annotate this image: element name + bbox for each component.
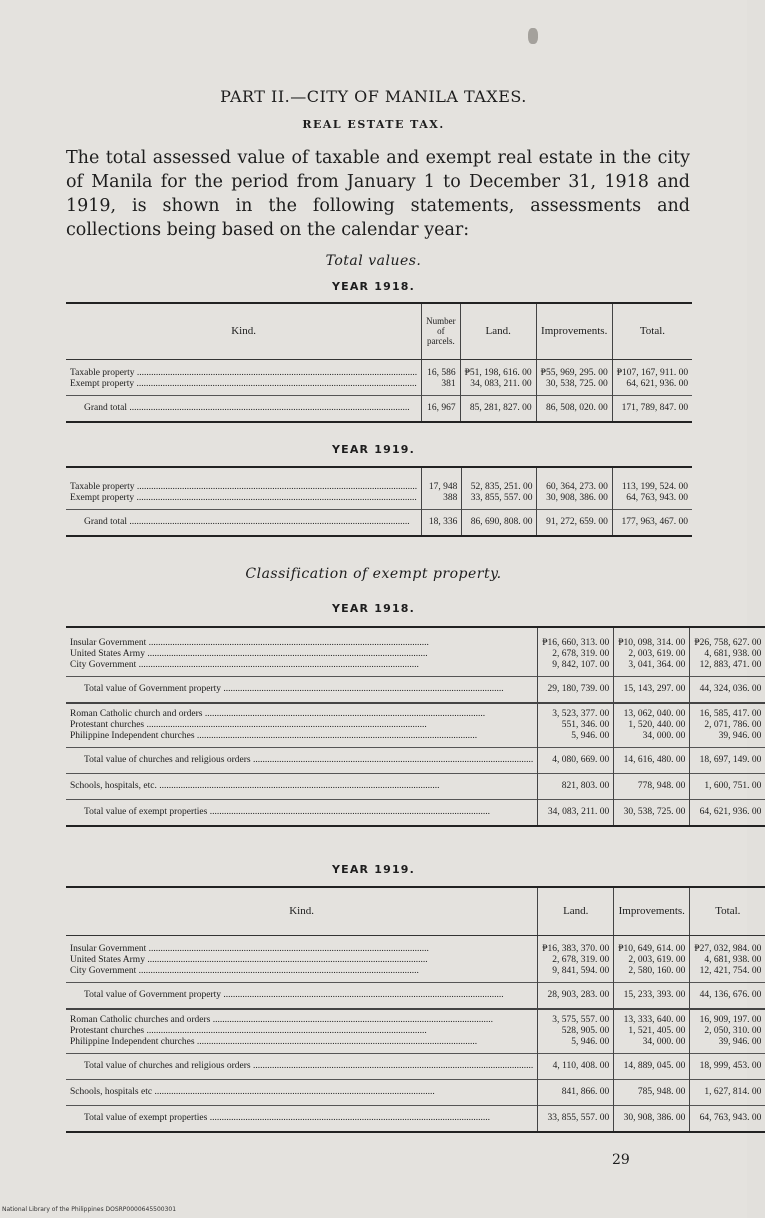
row-label (66, 1053, 538, 1079)
value-cell: 64, 621, 936. 00 (612, 379, 692, 396)
value-cell: 113, 199, 524. 00 (612, 467, 692, 493)
value-cell: 91, 272, 659. 00 (537, 510, 612, 537)
value-cell: 5, 946. 00 (538, 731, 614, 748)
row-label-text: Taxable property ..... (70, 368, 417, 378)
value-cell: 2, 003, 619. 00 (614, 955, 690, 966)
row-label (66, 703, 538, 720)
value-cell: 64, 763, 943. 00 (612, 493, 692, 510)
value-cell: 821, 803. 00 (538, 774, 614, 800)
row-label (66, 800, 538, 827)
col-improvements: Improvements. (536, 303, 612, 359)
table-row (66, 660, 765, 677)
row-label (66, 1079, 538, 1105)
value-cell: 12, 883, 471. 00 (690, 660, 765, 677)
value-cell: 85, 281, 827. 00 (460, 395, 536, 422)
value-cell: 2, 050, 310. 00 (690, 1026, 765, 1037)
value-cell: 34, 083, 211. 00 (460, 379, 536, 396)
row-label-text: Total value of exempt properties ..... (84, 807, 490, 817)
value-cell: 28, 903, 283. 00 (538, 982, 614, 1009)
value-cell: 16, 909, 197. 00 (690, 1009, 765, 1026)
total-row (66, 1079, 765, 1105)
total-row (66, 774, 765, 800)
value-cell: ₱16, 383, 370. 00 (538, 935, 614, 955)
value-cell: 3, 041, 364. 00 (614, 660, 690, 677)
value-cell: 1, 627, 814. 00 (690, 1079, 765, 1105)
value-cell: 551, 346. 00 (538, 720, 614, 731)
value-cell: 171, 789, 847. 00 (612, 395, 692, 422)
value-cell: 841, 866. 00 (538, 1079, 614, 1105)
value-cell: 30, 538, 725. 00 (614, 800, 690, 827)
total-row (66, 395, 692, 422)
value-cell: 381 (422, 379, 461, 396)
value-cell: 1, 600, 751. 00 (690, 774, 765, 800)
value-cell: 1, 521, 405. 00 (614, 1026, 690, 1037)
row-label-text: Total value of exempt properties ..... (84, 1113, 490, 1123)
value-cell: 9, 841, 594. 00 (538, 966, 614, 983)
row-label-text: United States Army ..... (70, 649, 428, 659)
row-label-text: Total value of churches and religious orders ..... (84, 755, 533, 765)
value-cell: ₱16, 660, 313. 00 (538, 627, 614, 649)
value-cell: 64, 763, 943. 00 (690, 1105, 765, 1132)
value-cell: 5, 946. 00 (538, 1037, 614, 1054)
row-label (66, 467, 422, 493)
row-label (66, 720, 538, 731)
value-cell: 18, 999, 453. 00 (690, 1053, 765, 1079)
row-label-text: Total value of Government property ..... (84, 990, 504, 1000)
intro-paragraph: The total assessed value of taxable and exempt real estate in the city of Manila for the period from January 1 to December 31, 1918 and 1919, is shown in the following statements, assessments and collections being based on the calendar year: (66, 148, 690, 240)
row-label (66, 1037, 538, 1054)
value-cell: ₱51, 198, 616. 00 (460, 359, 536, 379)
value-cell: 2, 580, 160. 00 (614, 966, 690, 983)
total-values-year-1919: YEAR 1919. (331, 443, 416, 456)
row-label-text: Philippine Independent churches ..... (70, 1037, 477, 1047)
col-total: Total. (612, 303, 692, 359)
value-cell: 12, 421, 754. 00 (690, 966, 765, 983)
row-label-text: United States Army ..... (70, 955, 428, 965)
value-cell: 13, 062, 040. 00 (614, 703, 690, 720)
row-label-text: City Government ..... (70, 660, 419, 670)
row-label (66, 493, 422, 510)
table-row (66, 703, 765, 720)
row-label (66, 731, 538, 748)
classification-table-1918 (66, 626, 765, 827)
row-label-text: Roman Catholic churches and orders ..... (70, 1015, 493, 1025)
value-cell: 34, 083, 211. 00 (538, 800, 614, 827)
value-cell: 44, 136, 676. 00 (690, 982, 765, 1009)
value-cell: 33, 855, 557. 00 (462, 493, 537, 510)
row-label (66, 627, 538, 649)
row-label (66, 359, 422, 379)
value-cell: 1, 520, 440. 00 (614, 720, 690, 731)
value-cell: 13, 333, 640. 00 (614, 1009, 690, 1026)
col-improvements-1919: Improvements. (614, 887, 690, 935)
total-row (66, 748, 765, 774)
col-parcels: Number of parcels. (422, 303, 461, 359)
row-label (66, 774, 538, 800)
value-cell: 15, 143, 297. 00 (614, 677, 690, 704)
classification-year-1919: YEAR 1919. (331, 863, 416, 876)
value-cell: ₱27, 032, 984. 00 (690, 935, 765, 955)
table-row (66, 966, 765, 983)
value-cell: 785, 948. 00 (614, 1079, 690, 1105)
total-values-table-1918 (66, 302, 692, 423)
table-row (66, 1026, 765, 1037)
total-row (66, 1053, 765, 1079)
row-label (66, 966, 538, 983)
value-cell: 2, 678, 319. 00 (538, 955, 614, 966)
value-cell: 33, 855, 557. 00 (538, 1105, 614, 1132)
row-label (66, 510, 422, 537)
row-label (66, 935, 538, 955)
table-row (66, 359, 692, 379)
table-row (66, 649, 765, 660)
value-cell: 34, 000. 00 (614, 1037, 690, 1054)
row-label (66, 1009, 538, 1026)
table-row (66, 627, 765, 649)
row-label-text: Taxable property ..... (70, 482, 417, 492)
table-row (66, 493, 692, 510)
value-cell: 4, 080, 669. 00 (538, 748, 614, 774)
total-row (66, 982, 765, 1009)
value-cell: 86, 508, 020. 00 (536, 395, 612, 422)
col-total-1919: Total. (690, 887, 765, 935)
classification-caption: Classification of exempt property. (245, 566, 502, 582)
value-cell: 30, 538, 725. 00 (536, 379, 612, 396)
value-cell: 44, 324, 036. 00 (690, 677, 765, 704)
value-cell: 18, 336 (422, 510, 462, 537)
value-cell: 30, 908, 386. 00 (537, 493, 612, 510)
table-row (66, 731, 765, 748)
value-cell: 3, 523, 377. 00 (538, 703, 614, 720)
row-label-text: Protestant churches ..... (70, 1026, 427, 1036)
value-cell: 18, 697, 149. 00 (690, 748, 765, 774)
footer-credit: National Library of the Philippines DOSRP0000645500301 (2, 1206, 177, 1213)
value-cell: 2, 678, 319. 00 (538, 649, 614, 660)
value-cell: 15, 233, 393. 00 (614, 982, 690, 1009)
value-cell: 388 (422, 493, 462, 510)
value-cell: ₱10, 649, 614. 00 (614, 935, 690, 955)
col-kind: Kind. (66, 303, 422, 359)
classification-year-1918: YEAR 1918. (331, 602, 416, 615)
row-label-text: Roman Catholic church and orders ..... (70, 709, 485, 719)
col-land: Land. (460, 303, 536, 359)
total-values-table-1919 (66, 466, 692, 537)
value-cell: 60, 364, 273. 00 (537, 467, 612, 493)
row-label-text: Exempt property ..... (70, 493, 417, 503)
value-cell: ₱26, 758, 627. 00 (690, 627, 765, 649)
value-cell: 4, 110, 408. 00 (538, 1053, 614, 1079)
col-land-1919: Land. (538, 887, 614, 935)
value-cell: 528, 905. 00 (538, 1026, 614, 1037)
value-cell: 9, 842, 107. 00 (538, 660, 614, 677)
table-row (66, 1009, 765, 1026)
value-cell: 2, 071, 786. 00 (690, 720, 765, 731)
part-heading: PART II.—CITY OF MANILA TAXES. (220, 87, 527, 106)
value-cell: ₱55, 969, 295. 00 (536, 359, 612, 379)
page-number: 29 (612, 1152, 630, 1168)
table-row (66, 720, 765, 731)
table-row (66, 467, 692, 493)
row-label-text: City Government ..... (70, 966, 419, 976)
row-label-text: Protestant churches ..... (70, 720, 427, 730)
classification-table-1919 (66, 886, 765, 1133)
value-cell: ₱10, 098, 314. 00 (614, 627, 690, 649)
value-cell: 39, 946. 00 (690, 731, 765, 748)
total-row (66, 677, 765, 704)
value-cell: 16, 967 (422, 395, 461, 422)
row-label-text: Total value of Government property ..... (84, 684, 504, 694)
value-cell: 16, 586 (422, 359, 461, 379)
col-kind-1919: Kind. (66, 887, 538, 935)
row-label (66, 649, 538, 660)
value-cell: 14, 889, 045. 00 (614, 1053, 690, 1079)
total-row (66, 510, 692, 537)
row-label (66, 677, 538, 704)
row-label-text: Schools, hospitals etc ..... (70, 1087, 435, 1097)
row-label-text: Grand total ..... (84, 403, 410, 413)
value-cell: 30, 908, 386. 00 (614, 1105, 690, 1132)
value-cell: 64, 621, 936. 00 (690, 800, 765, 827)
row-label (66, 982, 538, 1009)
value-cell: 86, 690, 808. 00 (462, 510, 537, 537)
row-label-text: Grand total ..... (84, 517, 410, 527)
row-label-text: Insular Government ..... (70, 944, 429, 954)
value-cell: 3, 575, 557. 00 (538, 1009, 614, 1026)
value-cell: 4, 681, 938. 00 (690, 649, 765, 660)
value-cell: 17, 948 (422, 467, 462, 493)
table-row (66, 955, 765, 966)
value-cell: 29, 180, 739. 00 (538, 677, 614, 704)
value-cell: 4, 681, 938. 00 (690, 955, 765, 966)
row-label (66, 395, 422, 422)
value-cell: ₱107, 167, 911. 00 (612, 359, 692, 379)
value-cell: 34, 000. 00 (614, 731, 690, 748)
value-cell: 177, 963, 467. 00 (612, 510, 692, 537)
table-row (66, 1037, 765, 1054)
row-label-text: Total value of churches and religious orders ..... (84, 1061, 533, 1071)
row-label (66, 955, 538, 966)
value-cell: 39, 946. 00 (690, 1037, 765, 1054)
row-label (66, 379, 422, 396)
value-cell: 2, 003, 619. 00 (614, 649, 690, 660)
row-label-text: Exempt property ..... (70, 379, 417, 389)
scan-speck (528, 28, 538, 44)
total-row (66, 1105, 765, 1132)
row-label (66, 748, 538, 774)
value-cell: 778, 948. 00 (614, 774, 690, 800)
table-row (66, 935, 765, 955)
row-label-text: Philippine Independent churches ..... (70, 731, 477, 741)
total-values-caption: Total values. (325, 253, 422, 269)
total-row (66, 800, 765, 827)
row-label (66, 660, 538, 677)
row-label-text: Insular Government ..... (70, 638, 429, 648)
total-values-year-1918: YEAR 1918. (331, 280, 416, 293)
value-cell: 16, 585, 417. 00 (690, 703, 765, 720)
row-label-text: Schools, hospitals, etc. ..... (70, 781, 439, 791)
row-label (66, 1026, 538, 1037)
section-subtitle: REAL ESTATE TAX. (302, 118, 445, 131)
row-label (66, 1105, 538, 1132)
value-cell: 52, 835, 251. 00 (462, 467, 537, 493)
value-cell: 14, 616, 480. 00 (614, 748, 690, 774)
table-row (66, 379, 692, 396)
